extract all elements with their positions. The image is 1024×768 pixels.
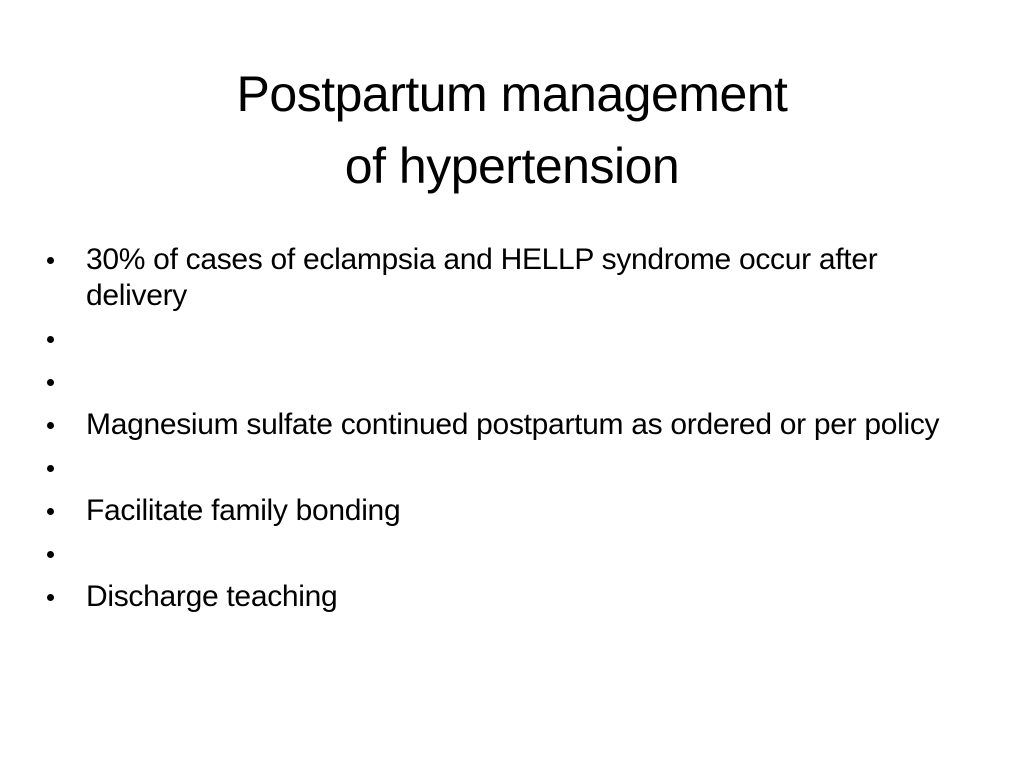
bullet-item: [46, 579, 976, 615]
bullet-item: [46, 536, 976, 572]
bullet-text: Discharge teaching: [86, 580, 338, 613]
bullet-item: [46, 364, 976, 400]
title-line-1: Postpartum management: [236, 66, 788, 122]
bullet-item: [46, 450, 976, 486]
slide-title: [0, 58, 1024, 202]
bullet-item: [46, 407, 976, 443]
bullet-text: Magnesium sulfate continued postpartum as ordered or per policy: [86, 408, 940, 441]
bullet-list: [46, 242, 976, 622]
bullet-item: [46, 242, 976, 314]
title-line-2: of hypertension: [344, 138, 680, 194]
bullet-item: [46, 321, 976, 357]
bullet-text: Facilitate family bonding: [86, 494, 401, 527]
bullet-item: [46, 493, 976, 529]
bullet-text: 30% of cases of eclampsia and HELLP syndrome occur after delivery: [86, 243, 878, 312]
